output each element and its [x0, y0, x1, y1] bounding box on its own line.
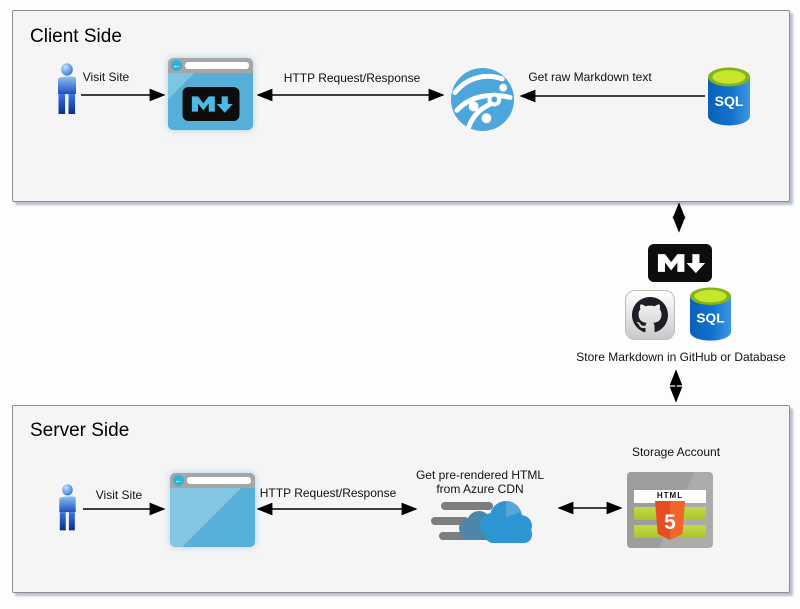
visit-site-label: Visit Site [82, 70, 130, 84]
get-raw-markdown-label: Get raw Markdown text [528, 70, 652, 84]
server-side-title: Server Side [30, 420, 130, 441]
storage-account-label: Storage Account [631, 445, 721, 459]
sql-label: SQL [696, 311, 725, 326]
cdn-caption-line1: Get pre-rendered HTML [415, 468, 545, 482]
html5-number: 5 [664, 511, 676, 534]
html-badge: HTML [656, 491, 684, 500]
sql-label: SQL [714, 93, 744, 109]
client-side-title: Client Side [30, 26, 122, 47]
store-markdown-label: Store Markdown in GitHub or Database [576, 350, 786, 364]
http-request-response-label: HTTP Request/Response [259, 486, 397, 500]
visit-site-label: Visit Site [95, 488, 143, 502]
back-arrow-icon: ← [172, 60, 181, 70]
back-arrow-icon: ← [174, 475, 183, 485]
cdn-caption-line2: from Azure CDN [436, 482, 524, 496]
http-request-response-label: HTTP Request/Response [283, 71, 421, 85]
